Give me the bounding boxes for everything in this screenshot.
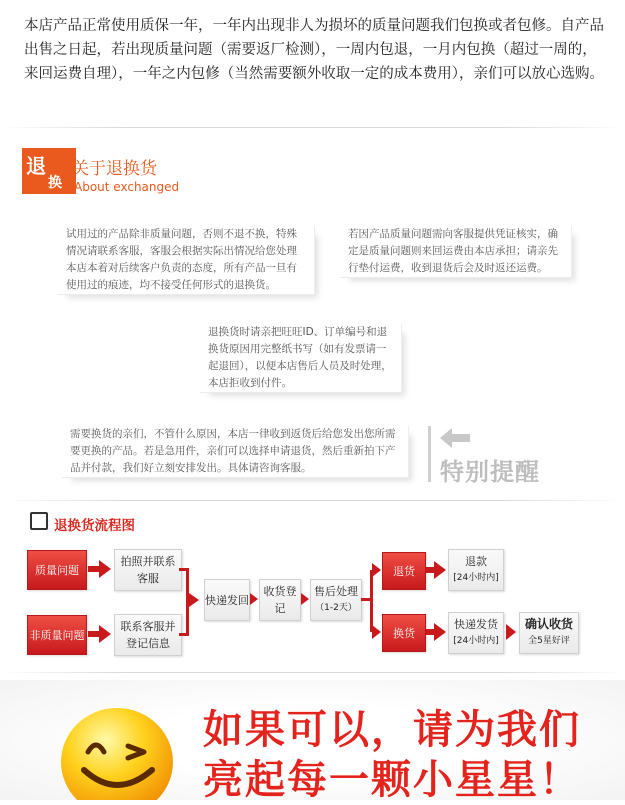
policy-card-quality-freight: 若因产品质量问题需向客服提供凭证核实，确定是质量问题则来回运费由本店承担；请亲先行垫付运费，收到退货后会及时返还运费。	[340, 226, 572, 278]
flow-receive-register: 收货登记	[259, 579, 301, 621]
winking-smiley-icon	[58, 700, 176, 800]
divider	[0, 500, 625, 501]
flow-quality-issue: 质量问题	[27, 550, 87, 590]
arrow-icon	[301, 593, 309, 605]
arrow-icon	[99, 560, 111, 578]
special-reminder-label: 特别提醒	[440, 458, 540, 486]
flow-ship-back: 快递发回	[204, 579, 250, 621]
flow-contact-register: 联系客服并登记信息	[114, 614, 182, 656]
flow-resend: 快递发货 [24小时内]	[448, 612, 504, 654]
arrow-icon	[372, 625, 381, 639]
flow-after-sales: 售后处理 （1-2天）	[310, 579, 362, 621]
flow-confirm-receipt: 确认收货 全5星好评	[519, 612, 579, 654]
section-title: 关于退换货	[72, 159, 157, 179]
left-arrow-icon	[440, 428, 470, 448]
flow-title: 退换货流程图	[54, 518, 135, 534]
section-subtitle: About exchanged	[74, 180, 180, 194]
cta-line-2: 亮起每一颗小星星！	[203, 757, 581, 803]
divider	[0, 127, 625, 128]
arrow-icon	[434, 561, 446, 579]
policy-card-return-note: 退换货时请亲把旺旺ID、订单编号和退换货原因用完整纸书写（如有发票请一起退回），以便本店售后人员及时处理，本店拒收到付件。	[200, 324, 402, 393]
arrow-icon	[434, 623, 446, 641]
arrow-icon	[372, 563, 381, 577]
cta-line-1: 如果可以，请为我们	[203, 707, 581, 753]
divider	[0, 672, 625, 673]
arrow-icon	[99, 625, 111, 643]
flow-refund: 退款 [24小时内]	[448, 549, 504, 591]
flow-exchange-path: 换货	[382, 614, 426, 652]
arrow-icon	[189, 593, 199, 607]
edit-icon	[30, 512, 48, 530]
return-exchange-logo: 退 换	[22, 148, 76, 194]
policy-card-no-return: 试用过的产品除非质量问题，否则不退不换，特殊情况请联系客服，客服会根据实际出情况给您处理本店本着对后续客户负责的态度，所有产品一旦有使用过的痕迹，均不接受任何形式的退换货。	[58, 226, 315, 295]
arrow-icon	[506, 624, 516, 640]
flow-refund-path: 退货	[382, 552, 426, 590]
intro-paragraph: 本店产品正常使用质保一年，一年内出现非人为损坏的质量问题我们包换或者包修。自产品出售之日起，若出现质量问题（需要返厂检测），一周内包退，一月内包换（超过一周的，来回运费自理），一年之内包修（当然需要额外收取一定的成本费用），亲们可以放心选购。	[24, 18, 604, 82]
remind-divider	[428, 426, 431, 482]
flow-non-quality-issue: 非质量问题	[27, 615, 87, 655]
arrow-icon	[250, 593, 258, 605]
flow-photo-contact: 拍照并联系客服	[114, 549, 182, 591]
policy-card-exchange: 需要换货的亲们，不管什么原因，本店一律收到返货后给您发出您所需要更换的产品。若是急用件，亲们可以选择申请退货，然后重新拍下产品并付款，我们好立刻安排发出。具体请咨询客服。	[62, 426, 409, 478]
